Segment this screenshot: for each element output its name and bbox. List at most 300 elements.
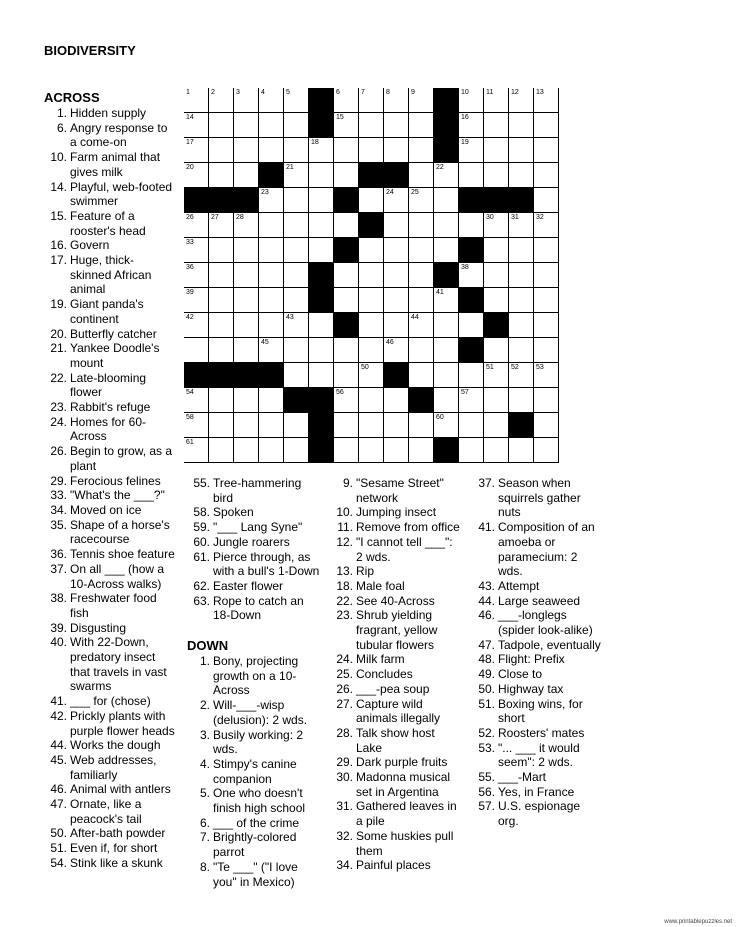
grid-cell[interactable] — [509, 113, 534, 138]
grid-cell[interactable] — [384, 313, 409, 338]
grid-cell[interactable] — [534, 413, 559, 438]
grid-cell[interactable] — [309, 213, 334, 238]
grid-cell[interactable] — [409, 238, 434, 263]
grid-cell[interactable] — [359, 238, 384, 263]
grid-cell[interactable] — [484, 338, 509, 363]
clue-number-label: 47. — [478, 637, 495, 652]
grid-cell[interactable] — [484, 113, 509, 138]
grid-cell[interactable] — [509, 213, 534, 238]
grid-cell[interactable] — [484, 163, 509, 188]
grid-cell[interactable] — [359, 338, 384, 363]
grid-cell[interactable] — [334, 363, 359, 388]
grid-cell[interactable] — [209, 238, 234, 263]
grid-cell[interactable] — [409, 413, 434, 438]
grid-cell[interactable] — [384, 288, 409, 313]
clue-text-line: Moved on ice — [70, 502, 142, 517]
clue-number-label: 32. — [336, 828, 353, 843]
clue-number: 1 — [186, 89, 190, 96]
clue-text-line: org. — [498, 814, 519, 829]
clue-item — [44, 180, 184, 209]
grid-cell[interactable] — [409, 313, 434, 338]
down-clues-column-3 — [330, 476, 475, 873]
clue-text-line: Butterfly catcher — [70, 326, 157, 341]
grid-cell[interactable] — [284, 113, 309, 138]
grid-cell[interactable] — [209, 263, 234, 288]
clue-number-label: 21. — [50, 341, 67, 356]
grid-cell[interactable] — [434, 313, 459, 338]
grid-cell[interactable] — [409, 113, 434, 138]
grid-cell[interactable] — [284, 363, 309, 388]
clue-text-line: Animal with antlers — [70, 782, 171, 797]
grid-cell[interactable] — [409, 163, 434, 188]
black-square — [334, 238, 359, 263]
grid-cell[interactable] — [359, 138, 384, 163]
clue-number-label: 15. — [50, 208, 67, 223]
grid-cell[interactable] — [234, 138, 259, 163]
grid-cell[interactable] — [409, 88, 434, 113]
clue-text-line: "Te ___" ("I love — [213, 859, 298, 874]
clue-item — [187, 860, 337, 889]
grid-cell[interactable] — [334, 138, 359, 163]
grid-cell[interactable] — [534, 163, 559, 188]
clue-number: 42 — [186, 314, 194, 321]
grid-cell[interactable] — [309, 238, 334, 263]
clue-text-line: Talk show host — [356, 725, 435, 740]
grid-cell[interactable] — [234, 438, 259, 463]
clue-number: 19 — [461, 139, 469, 146]
grid-cell[interactable] — [509, 363, 534, 388]
clue-text-line: Begin to grow, as a — [70, 444, 173, 459]
grid-cell[interactable] — [334, 263, 359, 288]
grid-cell[interactable] — [434, 363, 459, 388]
grid-cell[interactable] — [234, 113, 259, 138]
grid-cell[interactable] — [284, 263, 309, 288]
grid-cell[interactable] — [334, 113, 359, 138]
clue-item — [330, 520, 475, 535]
grid-cell[interactable] — [259, 263, 284, 288]
clue-text-line: Shrub yielding — [356, 608, 433, 623]
black-square — [259, 363, 284, 388]
clue-number: 13 — [536, 89, 544, 96]
clue-item — [187, 594, 337, 623]
grid-cell[interactable] — [259, 213, 284, 238]
clue-item — [44, 797, 184, 826]
grid-cell[interactable] — [409, 188, 434, 213]
grid-cell[interactable] — [184, 413, 209, 438]
grid-cell[interactable] — [509, 163, 534, 188]
clue-number-label: 17. — [50, 253, 67, 268]
grid-cell[interactable] — [234, 238, 259, 263]
grid-cell[interactable] — [284, 338, 309, 363]
grid-cell[interactable] — [534, 88, 559, 113]
clue-number-label: 18. — [336, 578, 353, 593]
grid-cell[interactable] — [334, 163, 359, 188]
grid-cell[interactable] — [234, 163, 259, 188]
grid-cell[interactable] — [409, 263, 434, 288]
clue-item — [330, 755, 475, 770]
grid-cell[interactable] — [309, 188, 334, 213]
grid-cell[interactable] — [209, 413, 234, 438]
grid-cell[interactable] — [334, 388, 359, 413]
grid-cell[interactable] — [309, 138, 334, 163]
grid-cell[interactable] — [184, 138, 209, 163]
grid-cell[interactable] — [209, 338, 234, 363]
clue-item — [330, 858, 475, 873]
clue-text-line: animals illegally — [356, 711, 441, 726]
grid-cell[interactable] — [184, 163, 209, 188]
grid-cell[interactable] — [259, 113, 284, 138]
grid-cell[interactable] — [384, 263, 409, 288]
grid-cell[interactable] — [334, 213, 359, 238]
clue-number: 36 — [186, 264, 194, 271]
clue-number-label: 25. — [336, 667, 353, 682]
grid-cell[interactable] — [509, 263, 534, 288]
clue-text-line: With 22-Down, — [70, 635, 149, 650]
grid-cell[interactable] — [484, 138, 509, 163]
grid-cell[interactable] — [534, 213, 559, 238]
grid-cell[interactable] — [359, 113, 384, 138]
grid-cell[interactable] — [384, 238, 409, 263]
grid-cell[interactable] — [234, 88, 259, 113]
grid-cell[interactable] — [234, 313, 259, 338]
grid-cell[interactable] — [484, 438, 509, 463]
grid-cell[interactable] — [234, 288, 259, 313]
grid-cell[interactable] — [209, 138, 234, 163]
grid-cell[interactable] — [309, 338, 334, 363]
clue-text-line: Remove from office — [356, 520, 460, 535]
grid-cell[interactable] — [509, 238, 534, 263]
black-square — [459, 238, 484, 263]
black-square — [334, 188, 359, 213]
grid-cell[interactable] — [534, 388, 559, 413]
clue-item — [44, 841, 184, 856]
clue-number-label: 57. — [478, 799, 495, 814]
grid-cell[interactable] — [359, 188, 384, 213]
black-square — [434, 438, 459, 463]
grid-cell[interactable] — [184, 438, 209, 463]
grid-cell[interactable] — [284, 238, 309, 263]
grid-cell[interactable] — [534, 313, 559, 338]
grid-cell[interactable] — [384, 438, 409, 463]
grid-cell[interactable] — [359, 363, 384, 388]
grid-cell[interactable] — [409, 363, 434, 388]
clue-number: 12 — [511, 89, 519, 96]
clue-text-line: mount — [70, 355, 104, 370]
grid-cell[interactable] — [334, 438, 359, 463]
clue-text-line: Yankee Doodle's — [70, 341, 160, 356]
clue-text-line: seem": 2 wds. — [498, 755, 573, 770]
grid-cell[interactable] — [384, 213, 409, 238]
clue-text-line: Feature of a — [70, 208, 135, 223]
grid-cell[interactable] — [434, 238, 459, 263]
grid-cell[interactable] — [234, 388, 259, 413]
clue-text-line: tubular flowers — [356, 637, 435, 652]
clue-text-line: Pierce through, as — [213, 549, 311, 564]
grid-cell[interactable] — [284, 413, 309, 438]
grid-cell[interactable] — [259, 313, 284, 338]
clue-number: 24 — [386, 189, 394, 196]
grid-cell[interactable] — [459, 438, 484, 463]
grid-cell[interactable] — [284, 288, 309, 313]
clue-item — [44, 591, 184, 620]
clue-text-line: skinned African — [70, 267, 152, 282]
grid-cell[interactable] — [359, 438, 384, 463]
clue-number-label: 14. — [50, 179, 67, 194]
grid-cell[interactable] — [534, 338, 559, 363]
grid-cell[interactable] — [259, 138, 284, 163]
grid-cell[interactable] — [484, 238, 509, 263]
grid-cell[interactable] — [334, 88, 359, 113]
grid-cell[interactable] — [459, 263, 484, 288]
grid-cell[interactable] — [259, 188, 284, 213]
grid-cell[interactable] — [459, 313, 484, 338]
grid-cell[interactable] — [434, 388, 459, 413]
grid-cell[interactable] — [509, 338, 534, 363]
grid-cell[interactable] — [309, 313, 334, 338]
clue-text-line: Playful, web-footed — [70, 179, 173, 194]
grid-cell[interactable] — [484, 263, 509, 288]
clue-number: 53 — [536, 364, 544, 371]
grid-cell[interactable] — [359, 263, 384, 288]
grid-cell[interactable] — [259, 438, 284, 463]
grid-cell[interactable] — [259, 288, 284, 313]
grid-cell[interactable] — [459, 388, 484, 413]
grid-cell[interactable] — [434, 413, 459, 438]
grid-cell[interactable] — [434, 213, 459, 238]
grid-cell[interactable] — [484, 213, 509, 238]
grid-cell[interactable] — [384, 338, 409, 363]
black-square — [284, 388, 309, 413]
grid-cell[interactable] — [284, 138, 309, 163]
grid-cell[interactable] — [484, 388, 509, 413]
clue-number: 38 — [461, 264, 469, 271]
grid-cell[interactable] — [284, 313, 309, 338]
grid-cell[interactable] — [209, 313, 234, 338]
grid-cell[interactable] — [284, 438, 309, 463]
clue-item — [330, 799, 475, 828]
grid-cell[interactable] — [534, 238, 559, 263]
grid-cell[interactable] — [359, 288, 384, 313]
grid-cell[interactable] — [309, 163, 334, 188]
grid-cell[interactable] — [384, 138, 409, 163]
clue-number: 14 — [186, 114, 194, 121]
clue-item — [44, 341, 184, 370]
clue-item — [472, 799, 622, 828]
grid-cell[interactable] — [459, 213, 484, 238]
clue-item — [330, 652, 475, 667]
grid-cell[interactable] — [284, 213, 309, 238]
grid-cell[interactable] — [334, 288, 359, 313]
grid-cell[interactable] — [234, 338, 259, 363]
grid-cell[interactable] — [334, 338, 359, 363]
grid-cell[interactable] — [534, 363, 559, 388]
grid-cell[interactable] — [434, 163, 459, 188]
grid-cell[interactable] — [284, 88, 309, 113]
grid-cell[interactable] — [409, 438, 434, 463]
clue-number-label: 44. — [50, 738, 67, 753]
grid-cell[interactable] — [284, 163, 309, 188]
clue-text-line: ___ of the crime — [213, 815, 300, 830]
grid-cell[interactable] — [209, 163, 234, 188]
clue-text-line: amoeba or — [498, 534, 556, 549]
clue-text-line: Easter flower — [213, 578, 284, 593]
grid-cell[interactable] — [409, 288, 434, 313]
grid-cell[interactable] — [359, 313, 384, 338]
clue-text-line: fragrant, yellow — [356, 623, 438, 638]
grid-cell[interactable] — [534, 138, 559, 163]
clue-text-line: Giant panda's — [70, 297, 144, 312]
clue-number-label: 48. — [478, 652, 495, 667]
grid-cell[interactable] — [509, 388, 534, 413]
clue-number: 27 — [211, 214, 219, 221]
grid-cell[interactable] — [359, 413, 384, 438]
grid-cell[interactable] — [484, 413, 509, 438]
grid-cell[interactable] — [384, 188, 409, 213]
grid-cell[interactable] — [484, 288, 509, 313]
grid-cell[interactable] — [509, 438, 534, 463]
grid-cell[interactable] — [384, 88, 409, 113]
grid-cell[interactable] — [534, 113, 559, 138]
clue-number: 2 — [211, 89, 215, 96]
clue-text-line: Freshwater food — [70, 591, 157, 606]
clue-item — [44, 518, 184, 547]
grid-cell[interactable] — [459, 163, 484, 188]
clue-text-line: Busily working: 2 — [213, 727, 304, 742]
grid-cell[interactable] — [534, 263, 559, 288]
grid-cell[interactable] — [459, 113, 484, 138]
grid-cell[interactable] — [434, 188, 459, 213]
clue-text-line: swarms — [70, 679, 112, 694]
grid-cell[interactable] — [334, 413, 359, 438]
clue-number-label: 20. — [50, 326, 67, 341]
clue-text-line: Yes, in France — [498, 784, 575, 799]
clue-number: 6 — [336, 89, 340, 96]
clue-text-line: (spider look-alike) — [498, 623, 593, 638]
grid-cell[interactable] — [409, 213, 434, 238]
clue-number: 32 — [536, 214, 544, 221]
grid-cell[interactable] — [259, 388, 284, 413]
grid-cell[interactable] — [259, 238, 284, 263]
grid-cell[interactable] — [184, 88, 209, 113]
clue-text-line: set in Argentina — [356, 784, 439, 799]
grid-cell[interactable] — [409, 138, 434, 163]
grid-cell[interactable] — [309, 363, 334, 388]
grid-cell[interactable] — [459, 363, 484, 388]
grid-cell[interactable] — [409, 338, 434, 363]
clue-number-label: 31. — [336, 799, 353, 814]
grid-cell[interactable] — [284, 188, 309, 213]
grid-cell[interactable] — [509, 88, 534, 113]
grid-cell[interactable] — [459, 138, 484, 163]
clue-number-label: 34. — [50, 502, 67, 517]
page-title: BIODIVERSITY — [44, 43, 136, 58]
grid-cell[interactable] — [184, 288, 209, 313]
grid-cell[interactable] — [384, 413, 409, 438]
grid-cell[interactable] — [509, 138, 534, 163]
grid-cell[interactable] — [184, 313, 209, 338]
clue-number-label: 53. — [478, 740, 495, 755]
grid-cell[interactable] — [234, 213, 259, 238]
grid-cell[interactable] — [509, 288, 534, 313]
grid-cell[interactable] — [534, 188, 559, 213]
clue-item — [44, 694, 184, 709]
grid-cell[interactable] — [484, 363, 509, 388]
clue-text-line: Male foal — [356, 578, 405, 593]
clue-text-line: 2 wds. — [356, 549, 391, 564]
clue-item — [330, 535, 475, 564]
clue-item — [44, 415, 184, 444]
clue-number-label: 11. — [337, 520, 353, 535]
clue-number-label: 26. — [50, 444, 67, 459]
clue-number: 8 — [386, 89, 390, 96]
grid-cell[interactable] — [434, 338, 459, 363]
clue-number: 60 — [436, 414, 444, 421]
grid-cell[interactable] — [209, 113, 234, 138]
clue-number: 31 — [511, 214, 519, 221]
grid-cell[interactable] — [184, 263, 209, 288]
grid-cell[interactable] — [359, 88, 384, 113]
grid-cell[interactable] — [209, 88, 234, 113]
grid-cell[interactable] — [384, 388, 409, 413]
clue-text-line: animal — [70, 282, 106, 297]
clue-text-line: companion — [213, 771, 272, 786]
grid-cell[interactable] — [259, 413, 284, 438]
clue-number: 15 — [336, 114, 344, 121]
grid-cell[interactable] — [534, 288, 559, 313]
clue-text-line: Large seaweed — [498, 593, 581, 608]
clue-number-label: 37. — [50, 561, 67, 576]
grid-cell[interactable] — [259, 88, 284, 113]
clue-text-line: a pile — [356, 814, 385, 829]
clue-text-line: Shape of a horse's — [70, 517, 170, 532]
clue-number-label: 8. — [199, 859, 210, 874]
grid-cell[interactable] — [209, 438, 234, 463]
clue-number-label: 29. — [50, 473, 67, 488]
grid-cell[interactable] — [209, 288, 234, 313]
grid-cell[interactable] — [209, 213, 234, 238]
black-square — [434, 263, 459, 288]
grid-cell[interactable] — [434, 288, 459, 313]
grid-cell[interactable] — [534, 438, 559, 463]
clue-number-label: 22. — [336, 593, 353, 608]
grid-cell[interactable] — [359, 388, 384, 413]
black-square — [509, 188, 534, 213]
grid-cell[interactable] — [259, 338, 284, 363]
grid-cell[interactable] — [184, 113, 209, 138]
clue-text-line: Brightly-colored — [213, 830, 297, 845]
grid-cell[interactable] — [509, 313, 534, 338]
clue-number-label: 55. — [478, 770, 495, 785]
grid-cell[interactable] — [184, 388, 209, 413]
grid-cell[interactable] — [184, 238, 209, 263]
grid-cell[interactable] — [234, 263, 259, 288]
clue-text-line: Disgusting — [70, 620, 127, 635]
grid-cell[interactable] — [459, 413, 484, 438]
clue-number: 3 — [236, 89, 240, 96]
grid-cell[interactable] — [484, 88, 509, 113]
grid-cell[interactable] — [184, 213, 209, 238]
clue-text-line: you" in Mexico) — [213, 874, 295, 889]
clue-text-line: Painful places — [356, 858, 431, 873]
clue-number: 45 — [261, 339, 269, 346]
grid-cell[interactable] — [184, 338, 209, 363]
clue-number-label: 44. — [478, 593, 495, 608]
grid-cell[interactable] — [384, 113, 409, 138]
black-square — [209, 188, 234, 213]
grid-cell[interactable] — [209, 388, 234, 413]
grid-cell[interactable] — [234, 413, 259, 438]
grid-cell[interactable] — [459, 88, 484, 113]
